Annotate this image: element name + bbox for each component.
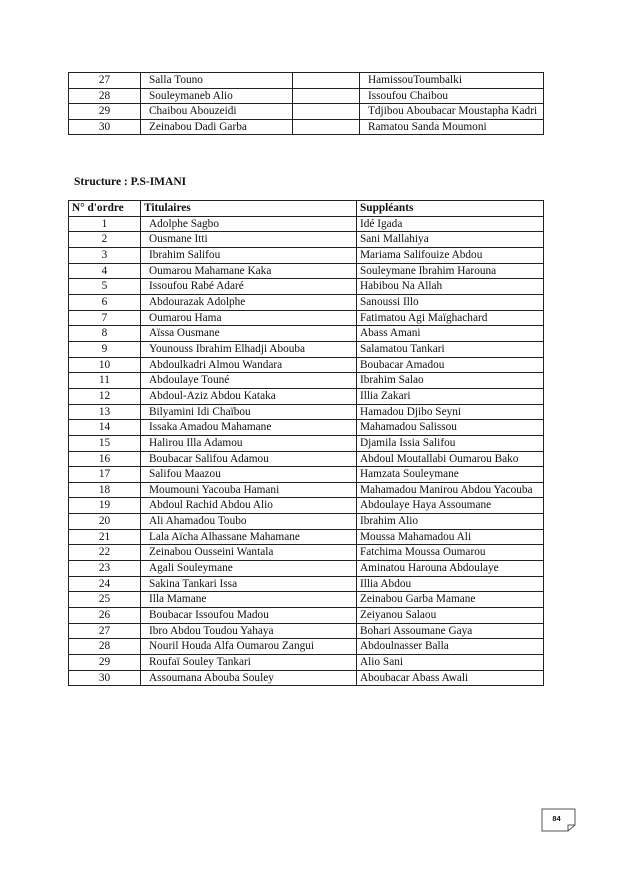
structure-title: Structure : P.S-IMANI xyxy=(74,176,187,188)
titulaire-name: Issaka Amadou Mahamane xyxy=(141,420,357,436)
row-number: 5 xyxy=(69,279,141,295)
table-row xyxy=(69,232,544,248)
suppleant-name: Alio Sani xyxy=(357,655,544,671)
suppleant-name: Djamila Issia Salifou xyxy=(357,435,544,451)
row-number: 27 xyxy=(69,623,141,639)
row-number: 7 xyxy=(69,310,141,326)
empty-cell xyxy=(293,104,360,120)
titulaire-name: Oumarou Mahamane Kaka xyxy=(141,263,357,279)
row-number: 8 xyxy=(69,326,141,342)
titulaire-name: Oumarou Hama xyxy=(141,310,357,326)
suppleant-name: Mahamadou Manirou Abdou Yacouba xyxy=(357,482,544,498)
suppleant-name: Illia Abdou xyxy=(357,576,544,592)
page-number-badge xyxy=(541,808,576,832)
row-number: 30 xyxy=(69,670,141,686)
suppleant-name: Sanoussi Illo xyxy=(357,294,544,310)
suppleant-name: Aboubacar Abass Awali xyxy=(357,670,544,686)
titulaire-name: Souleymaneb Alio xyxy=(141,88,293,104)
row-number: 9 xyxy=(69,341,141,357)
suppleant-name: Boubacar Amadou xyxy=(357,357,544,373)
table-row xyxy=(69,388,544,404)
table-row xyxy=(69,451,544,467)
table-row xyxy=(69,341,544,357)
row-number: 27 xyxy=(69,73,141,89)
members-table xyxy=(68,200,544,686)
row-number: 23 xyxy=(69,561,141,577)
row-number: 12 xyxy=(69,388,141,404)
row-number: 25 xyxy=(69,592,141,608)
suppleant-name: Ramatou Sanda Moumoni xyxy=(360,119,544,135)
titulaire-name: Abdoul Rachid Abdou Alio xyxy=(141,498,357,514)
row-number: 29 xyxy=(69,655,141,671)
row-number: 17 xyxy=(69,467,141,483)
titulaire-name: Lala Aïcha Alhassane Mahamane xyxy=(141,529,357,545)
titulaire-name: Abdourazak Adolphe xyxy=(141,294,357,310)
row-number: 21 xyxy=(69,529,141,545)
table-row xyxy=(69,420,544,436)
table-row xyxy=(69,498,544,514)
suppleant-name: Salamatou Tankari xyxy=(357,341,544,357)
titulaire-name: Issoufou Rabé Adaré xyxy=(141,279,357,295)
row-number: 4 xyxy=(69,263,141,279)
suppleant-name: Zeinabou Garba Mamane xyxy=(357,592,544,608)
suppleant-name: Mahamadou Salissou xyxy=(357,420,544,436)
suppleant-name: Bohari Assoumane Gaya xyxy=(357,623,544,639)
table-row xyxy=(69,404,544,420)
table-row xyxy=(69,326,544,342)
titulaire-name: Younouss Ibrahim Elhadji Abouba xyxy=(141,341,357,357)
titulaire-name: Assoumana Abouba Souley xyxy=(141,670,357,686)
row-number: 15 xyxy=(69,435,141,451)
table-row xyxy=(69,670,544,686)
suppleant-name: Hamzata Souleymane xyxy=(357,467,544,483)
table-row xyxy=(69,373,544,389)
titulaire-name: Ousmane Itti xyxy=(141,232,357,248)
header-titulaires: Titulaires xyxy=(141,201,357,217)
suppleant-name: Zeiyanou Salaou xyxy=(357,608,544,624)
suppleant-name: Abdoulnasser Balla xyxy=(357,639,544,655)
suppleant-name: Ibrahim Alio xyxy=(357,514,544,530)
suppleant-name: Idé Igada xyxy=(357,216,544,232)
header-suppleants: Suppléants xyxy=(357,201,544,217)
titulaire-name: Illa Mamane xyxy=(141,592,357,608)
table-row xyxy=(69,119,544,135)
suppleant-name: Aminatou Harouna Abdoulaye xyxy=(357,561,544,577)
row-number: 26 xyxy=(69,608,141,624)
titulaire-name: Abdoulaye Touné xyxy=(141,373,357,389)
table-row xyxy=(69,529,544,545)
suppleant-name: Abdoul Moutallabi Oumarou Bako xyxy=(357,451,544,467)
table-row xyxy=(69,467,544,483)
suppleant-name: Abdoulaye Haya Assoumane xyxy=(357,498,544,514)
titulaire-name: Salifou Maazou xyxy=(141,467,357,483)
titulaire-name: Ibro Abdou Toudou Yahaya xyxy=(141,623,357,639)
table-row xyxy=(69,310,544,326)
row-number: 14 xyxy=(69,420,141,436)
suppleant-name: Moussa Mahamadou Ali xyxy=(357,529,544,545)
titulaire-name: Abdoulkadri Almou Wandara xyxy=(141,357,357,373)
table-row xyxy=(69,263,544,279)
row-number: 2 xyxy=(69,232,141,248)
row-number: 28 xyxy=(69,639,141,655)
titulaire-name: Agali Souleymane xyxy=(141,561,357,577)
suppleant-name: Sani Mallahiya xyxy=(357,232,544,248)
row-number: 6 xyxy=(69,294,141,310)
table-row xyxy=(69,592,544,608)
table-row xyxy=(69,545,544,561)
table-row xyxy=(69,639,544,655)
empty-cell xyxy=(293,88,360,104)
titulaire-name: Sakina Tankari Issa xyxy=(141,576,357,592)
header-num: N° d'ordre xyxy=(69,201,141,217)
row-number: 20 xyxy=(69,514,141,530)
row-number: 19 xyxy=(69,498,141,514)
table-row xyxy=(69,435,544,451)
continuation-table xyxy=(68,72,544,135)
suppleant-name: Fatchima Moussa Oumarou xyxy=(357,545,544,561)
table-row xyxy=(69,294,544,310)
titulaire-name: Nouril Houda Alfa Oumarou Zangui xyxy=(141,639,357,655)
suppleant-name: Fatimatou Agi Maïghachard xyxy=(357,310,544,326)
titulaire-name: Boubacar Salifou Adamou xyxy=(141,451,357,467)
suppleant-name: Issoufou Chaibou xyxy=(360,88,544,104)
suppleant-name: Hamadou Djibo Seyni xyxy=(357,404,544,420)
suppleant-name: Souleymane Ibrahim Harouna xyxy=(357,263,544,279)
suppleant-name: HamissouToumbalki xyxy=(360,73,544,89)
suppleant-name: Abass Amani xyxy=(357,326,544,342)
titulaire-name: Adolphe Sagbo xyxy=(141,216,357,232)
row-number: 11 xyxy=(69,373,141,389)
titulaire-name: Moumouni Yacouba Hamani xyxy=(141,482,357,498)
row-number: 18 xyxy=(69,482,141,498)
table-row xyxy=(69,357,544,373)
suppleant-name: Ibrahim Salao xyxy=(357,373,544,389)
table-row xyxy=(69,655,544,671)
table-row xyxy=(69,576,544,592)
titulaire-name: Salla Touno xyxy=(141,73,293,89)
table-row xyxy=(69,608,544,624)
row-number: 24 xyxy=(69,576,141,592)
row-number: 30 xyxy=(69,119,141,135)
empty-cell xyxy=(293,73,360,89)
titulaire-name: Zeinabou Dadi Garba xyxy=(141,119,293,135)
titulaire-name: Chaibou Abouzeidi xyxy=(141,104,293,120)
row-number: 10 xyxy=(69,357,141,373)
titulaire-name: Ali Ahamadou Toubo xyxy=(141,514,357,530)
page-number: 84 xyxy=(552,814,561,823)
titulaire-name: Zeinabou Ousseini Wantala xyxy=(141,545,357,561)
titulaire-name: Bilyamini Idi Chaïbou xyxy=(141,404,357,420)
continuation-table-body xyxy=(69,73,544,135)
row-number: 3 xyxy=(69,247,141,263)
titulaire-name: Ibrahim Salifou xyxy=(141,247,357,263)
titulaire-name: Halirou Illa Adamou xyxy=(141,435,357,451)
row-number: 1 xyxy=(69,216,141,232)
table-row xyxy=(69,88,544,104)
table-row xyxy=(69,623,544,639)
titulaire-name: Roufaï Souley Tankari xyxy=(141,655,357,671)
suppleant-name: Mariama Salifouize Abdou xyxy=(357,247,544,263)
row-number: 29 xyxy=(69,104,141,120)
titulaire-name: Boubacar Issoufou Madou xyxy=(141,608,357,624)
empty-cell xyxy=(293,119,360,135)
table-row xyxy=(69,216,544,232)
row-number: 13 xyxy=(69,404,141,420)
suppleant-name: Habibou Na Allah xyxy=(357,279,544,295)
row-number: 28 xyxy=(69,88,141,104)
suppleant-name: Illia Zakari xyxy=(357,388,544,404)
row-number: 22 xyxy=(69,545,141,561)
members-table-body xyxy=(69,216,544,686)
titulaire-name: Aïssa Ousmane xyxy=(141,326,357,342)
table-row xyxy=(69,561,544,577)
table-row xyxy=(69,514,544,530)
table-row xyxy=(69,104,544,120)
table-row xyxy=(69,247,544,263)
row-number: 16 xyxy=(69,451,141,467)
table-header-row xyxy=(69,201,544,217)
titulaire-name: Abdoul-Aziz Abdou Kataka xyxy=(141,388,357,404)
table-row xyxy=(69,279,544,295)
table-row xyxy=(69,482,544,498)
table-row xyxy=(69,73,544,89)
suppleant-name: Tdjibou Aboubacar Moustapha Kadri xyxy=(360,104,544,120)
